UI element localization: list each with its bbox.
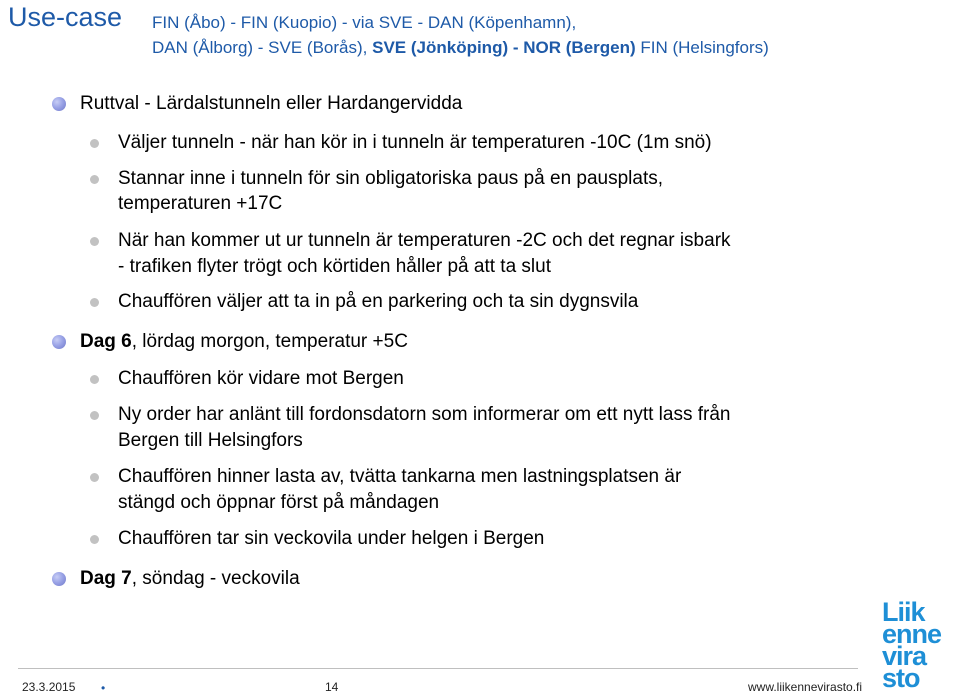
sub-bullet-new-order-line2: Bergen till Helsingfors (118, 430, 303, 451)
footer-url: www.liikennevirasto.fi (748, 680, 863, 694)
sub-bullet-pause-line1: Stannar inne i tunneln för sin obligatoriska paus på en pausplats, (118, 168, 664, 189)
sub-bullet-icon (90, 175, 99, 184)
route-line-1: FIN (Åbo) - FIN (Kuopio) - via SVE - DAN (Köpenhamn), (152, 13, 577, 32)
sub-bullet-unload-line1: Chauffören hinner lasta av, tvätta tankarna men lastningsplatsen är (118, 466, 682, 487)
sub-bullet-icon (90, 411, 99, 420)
sub-bullet-icon (90, 473, 99, 482)
liikennevirasto-logo (882, 597, 954, 693)
sub-bullet-dygnsvila: Chauffören väljer att ta in på en parkering och ta sin dygnsvila (118, 291, 639, 312)
sub-bullet-icon (90, 237, 99, 246)
sub-bullet-icon (90, 298, 99, 307)
logo-line-2: enne (882, 619, 942, 649)
sub-bullet-icon (90, 375, 99, 384)
sub-bullet-tunnel-entry: Väljer tunneln - när han kör in i tunneln är temperaturen -10C (1m snö) (118, 132, 712, 153)
route-line-2 (152, 35, 952, 60)
footer-date: 23.3.2015 (22, 680, 76, 694)
sub-bullet-pause-line2: temperaturen +17C (118, 193, 283, 214)
route-line-2-bold: SVE (Jönköping) - NOR (Bergen) (372, 38, 636, 57)
footer-separator: • (101, 681, 106, 695)
sub-bullet-unload-line2: stängd och öppnar först på måndagen (118, 492, 440, 513)
bullet-dag6-bold: Dag 6 (80, 331, 132, 352)
bullet-ruttval: Ruttval - Lärdalstunneln eller Hardangervidda (80, 93, 463, 114)
bullet-icon (52, 572, 66, 586)
logo-line-4: sto (882, 663, 920, 693)
route-line-2-end: FIN (Helsingfors) (635, 38, 769, 57)
bullet-dag7 (80, 566, 300, 592)
sub-bullet-new-order-line1: Ny order har anlänt till fordonsdatorn som informerar om ett nytt lass från (118, 404, 731, 425)
bullet-dag6-rest: , lördag morgon, temperatur +5C (131, 331, 408, 352)
bullet-icon (52, 335, 66, 349)
page-number: 14 (325, 680, 339, 694)
sub-bullet-icon (90, 535, 99, 544)
bullet-dag7-rest: , söndag - veckovila (131, 568, 300, 589)
bullet-dag6 (80, 329, 408, 355)
footer-divider (18, 668, 858, 669)
sub-bullet-drive-bergen: Chauffören kör vidare mot Bergen (118, 368, 404, 389)
sub-bullet-tunnel-exit-line2: - trafiken flyter trögt och körtiden håller på att ta slut (118, 256, 551, 277)
sub-bullet-veckovila: Chauffören tar sin veckovila under helgen i Bergen (118, 528, 545, 549)
logo-line-1: Liik (882, 597, 925, 627)
bullet-dag7-bold: Dag 7 (80, 568, 132, 589)
logo-line-3: vira (882, 641, 927, 671)
page-title: Use-case (8, 2, 123, 32)
route-line-2-start: DAN (Ålborg) - SVE (Borås), (152, 38, 373, 57)
sub-bullet-icon (90, 139, 99, 148)
bullet-icon (52, 97, 66, 111)
sub-bullet-tunnel-exit-line1: När han kommer ut ur tunneln är temperaturen -2C och det regnar isbark (118, 230, 731, 251)
route-subtitle (152, 10, 952, 60)
